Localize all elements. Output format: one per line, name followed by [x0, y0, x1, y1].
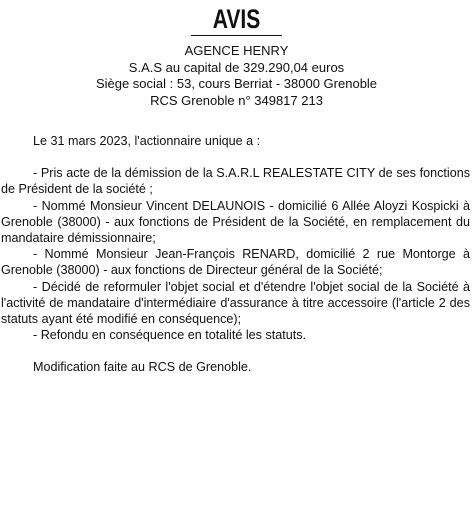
intro-paragraph: Le 31 mars 2023, l'actionnaire unique a : [33, 134, 261, 148]
decision-item: - Refondu en conséquence en totalité les statuts. [33, 328, 307, 343]
company-rcs: RCS Grenoble n° 349817 213 [150, 92, 323, 108]
company-siege: Siège social : 53, cours Berriat - 38000 Grenoble [95, 76, 378, 91]
company-header [0, 43, 473, 109]
decision-item: - Nommé Monsieur Jean-François RENARD, domicilié 2 rue Montorge à Grenoble (38000) - aux fonctions de Directeur général de la Société; [1, 247, 470, 278]
paragraph-spacer [1, 343, 470, 359]
company-name: AGENCE HENRY [184, 43, 289, 58]
decision-item: - Nommé Monsieur Vincent DELAUNOIS - domicilié 6 Allée Aloyzi Kospicki à Grenoble (38000) - aux fonctions de Président de la Société, en remplacement du mandataire démissionnaire; [1, 198, 470, 246]
decision-item: - Pris acte de la démission de la S.A.R.L REALESTATE CITY de ses fonctions de Président de la société ; [1, 166, 470, 197]
closing-paragraph: Modification faite au RCS de Grenoble. [33, 360, 252, 375]
paragraph-spacer [1, 149, 470, 165]
notice-title: AVIS [212, 4, 261, 34]
company-capital: S.A.S au capital de 329.290,04 euros [128, 59, 345, 75]
notice-body [1, 133, 470, 376]
title-underline [191, 35, 282, 36]
decision-item: - Décidé de reformuler l'objet social et d'étendre l'objet social de la Société à l'activité de mandataire d'intermédiaire d'assurance à titre accessoire (l'article 2 des statuts ayant été modifié en conséquence); [1, 279, 470, 327]
